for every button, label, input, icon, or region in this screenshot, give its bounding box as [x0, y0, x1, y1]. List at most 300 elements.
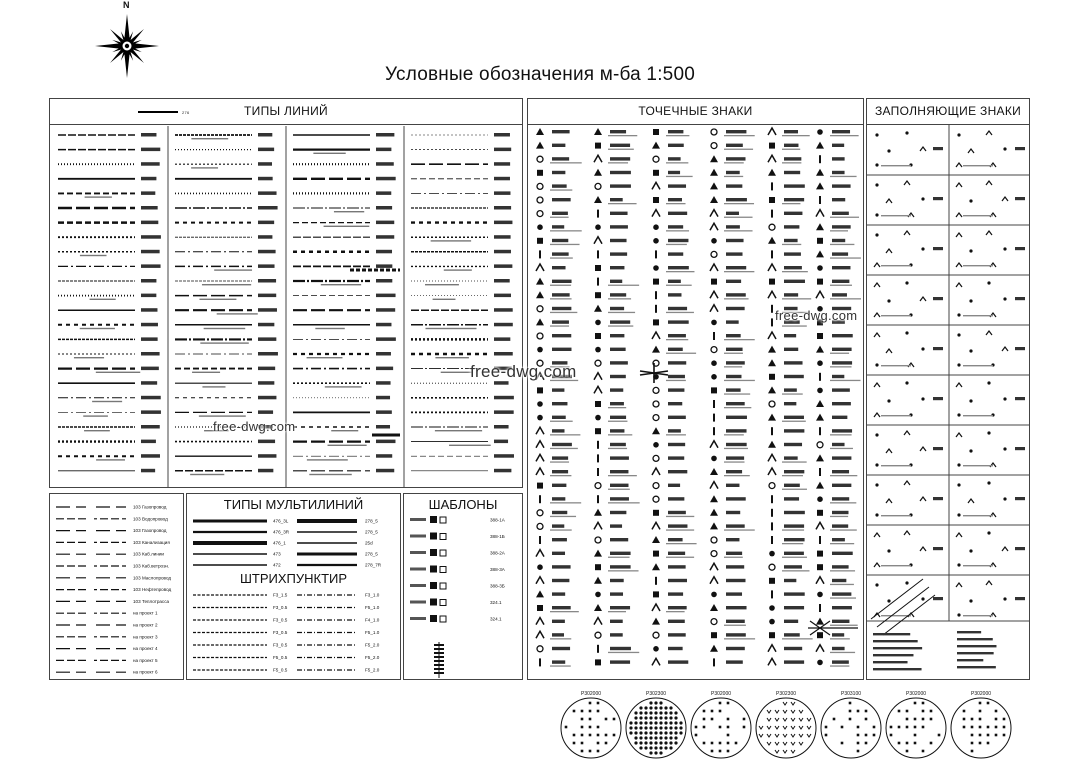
pattern-mark: [857, 734, 860, 737]
point-code: [668, 266, 689, 269]
fill-mark: [957, 563, 960, 566]
pattern-mark: [589, 734, 592, 737]
point-code: [784, 266, 802, 269]
line-code: [494, 454, 514, 458]
point-caption: [608, 502, 640, 503]
line-caption: [444, 269, 472, 270]
line-caption: [202, 386, 225, 387]
point-caption: [830, 366, 852, 367]
pattern-mark: [849, 710, 852, 713]
watermark: free-dwg.com: [470, 362, 577, 381]
point-caption: [608, 325, 633, 326]
fill-mark: [956, 163, 962, 167]
point-code: [784, 402, 796, 405]
fill-mark: [957, 133, 960, 136]
line-caption: [199, 415, 246, 416]
point-code: [832, 184, 851, 187]
point-symbol: [653, 442, 659, 448]
point-caption: [782, 557, 807, 558]
pattern-mark: [649, 726, 652, 729]
fill-code: [933, 247, 943, 250]
line-code: [141, 250, 160, 254]
pattern-mark: [581, 718, 584, 721]
point-code: [832, 633, 844, 636]
point-code: [726, 198, 747, 201]
point-symbol: [710, 441, 718, 448]
utility-legend-panel: [49, 493, 184, 680]
pattern-mark: [849, 702, 852, 705]
fill-mark: [920, 147, 926, 151]
point-symbol: [768, 454, 776, 461]
point-symbol: [711, 279, 717, 285]
pattern-mark: [581, 742, 584, 745]
fill-caption: [881, 215, 911, 216]
point-caption: [724, 529, 755, 530]
fill-mark: [956, 283, 962, 287]
template-symbol: [430, 516, 437, 523]
point-caption: [666, 529, 694, 530]
point-code: [668, 538, 683, 541]
multiline-code-right: 278_5: [365, 518, 378, 524]
point-symbol: [595, 483, 601, 489]
point-caption: [666, 203, 686, 204]
pattern-label: P302000: [905, 691, 927, 697]
line-code: [494, 162, 510, 166]
point-code: [552, 320, 569, 323]
pattern-mark: [674, 736, 677, 739]
point-code: [726, 484, 739, 487]
point-symbol: [816, 346, 824, 353]
point-symbol: [537, 605, 543, 611]
fill-caption: [963, 315, 993, 316]
point-symbol: [537, 646, 543, 652]
fill-mark: [987, 281, 990, 284]
fill-mark: [871, 579, 935, 635]
line-code: [141, 264, 161, 268]
fill-mark: [886, 499, 892, 503]
point-symbol: [816, 577, 824, 584]
point-code: [610, 497, 629, 500]
fill-mark: [1002, 197, 1008, 201]
point-code: [832, 565, 849, 568]
point-code: [610, 538, 628, 541]
point-symbol: [653, 415, 659, 421]
point-code: [610, 606, 630, 609]
point-code: [784, 456, 798, 459]
dashdot-code-right: F5_1.0: [365, 605, 380, 610]
point-symbol: [653, 401, 659, 407]
point-code: [726, 266, 746, 269]
point-code: [726, 239, 744, 242]
pattern-mark: [914, 742, 917, 745]
point-caption: [782, 570, 809, 571]
point-caption: [782, 543, 803, 544]
point-code: [552, 606, 571, 609]
point-symbol: [816, 291, 824, 298]
line-code: [376, 308, 395, 312]
point-symbol: [769, 578, 775, 584]
point-code: [784, 157, 801, 160]
line-code: [376, 133, 394, 137]
fill-legend-text: [873, 661, 908, 663]
point-code: [832, 443, 845, 446]
point-code: [552, 633, 564, 636]
fill-mark: [920, 547, 926, 551]
line-caption: [431, 240, 471, 241]
pattern-mark: [857, 742, 860, 745]
point-caption: [782, 149, 800, 150]
pattern-mark: [589, 710, 592, 713]
point-symbol: [710, 522, 718, 529]
point-symbol: [769, 143, 775, 149]
fill-mark: [957, 333, 960, 336]
pattern-mark: [573, 742, 576, 745]
fill-mark: [887, 149, 890, 152]
point-code: [668, 280, 681, 283]
pattern-mark: [634, 741, 637, 744]
line-caption: [321, 284, 361, 285]
point-symbol: [817, 129, 823, 135]
point-symbol: [640, 363, 668, 383]
line-code: [376, 279, 392, 283]
point-code: [610, 293, 626, 296]
utility-line-gap: [86, 588, 94, 592]
pattern-label: P302300: [775, 691, 797, 697]
point-caption: [830, 434, 852, 435]
point-symbol: [768, 359, 776, 366]
point-caption: [830, 285, 852, 286]
pattern-mark: [654, 726, 657, 729]
point-symbol: [594, 169, 602, 176]
pattern-mark: [629, 731, 632, 734]
point-symbol: [595, 292, 601, 298]
line-code: [494, 191, 510, 195]
point-caption: [550, 516, 576, 517]
line-caption: [96, 372, 140, 373]
point-symbol: [595, 415, 601, 421]
point-code: [668, 320, 689, 323]
point-code: [552, 620, 565, 623]
point-code: [832, 579, 846, 582]
fill-code: [1015, 347, 1025, 350]
point-code: [610, 524, 622, 527]
line-caption: [199, 299, 236, 300]
line-code: [141, 352, 160, 356]
point-code: [784, 470, 804, 473]
point-code: [832, 198, 845, 201]
pattern-mark: [979, 742, 982, 745]
fill-mark: [886, 249, 892, 253]
line-caption: [96, 459, 125, 460]
line-caption: [83, 415, 108, 416]
pattern-mark: [743, 726, 746, 729]
point-symbol: [594, 196, 602, 203]
point-code: [726, 130, 746, 133]
pattern-mark: [914, 718, 917, 721]
point-code: [784, 375, 804, 378]
point-caption: [608, 570, 639, 571]
pattern-mark: [649, 731, 652, 734]
fill-mark: [969, 249, 972, 252]
fill-mark: [905, 331, 908, 334]
line-caption: [425, 284, 459, 285]
line-code: [494, 352, 513, 356]
point-caption: [782, 489, 807, 490]
point-symbol: [595, 183, 601, 189]
point-caption: [830, 584, 854, 585]
point-code: [784, 633, 800, 636]
point-code: [552, 225, 564, 228]
point-caption: [830, 217, 859, 218]
point-symbol: [652, 142, 660, 149]
point-code: [610, 348, 626, 351]
point-symbol: [652, 522, 660, 529]
pattern-mark: [719, 726, 722, 729]
pattern-mark: [581, 750, 584, 753]
fill-mark: [875, 363, 878, 366]
point-symbol: [536, 427, 544, 434]
pattern-mark: [649, 751, 652, 754]
line-code: [494, 308, 513, 312]
utility-line-gap: [86, 564, 94, 568]
point-symbol: [536, 631, 544, 638]
point-symbol: [537, 306, 543, 312]
point-symbol: [595, 265, 601, 271]
pattern-mark: [639, 736, 642, 739]
point-symbol: [537, 183, 543, 189]
point-caption: [666, 176, 693, 177]
point-code: [552, 388, 564, 391]
point-symbol: [710, 182, 718, 189]
line-code: [258, 396, 276, 400]
pattern-mark: [659, 746, 662, 749]
fill-caption: [881, 465, 911, 466]
point-caption: [830, 176, 857, 177]
point-symbol: [652, 210, 660, 217]
point-symbol: [594, 604, 602, 611]
point-caption: [724, 149, 753, 150]
pattern-mark: [659, 751, 662, 754]
line-code: [494, 469, 511, 473]
point-code: [668, 660, 688, 663]
pattern-mark: [597, 726, 600, 729]
point-caption: [666, 611, 685, 612]
pattern-mark: [654, 706, 657, 709]
point-code: [610, 198, 623, 201]
point-symbol: [711, 143, 717, 149]
line-code: [258, 381, 274, 385]
point-caption: [550, 312, 577, 313]
point-code: [552, 456, 568, 459]
point-code: [610, 280, 622, 283]
line-code: [258, 337, 276, 341]
point-caption: [608, 489, 630, 490]
point-symbol: [769, 197, 775, 203]
line-code: [494, 294, 511, 298]
pattern-mark: [906, 718, 909, 721]
point-caption: [724, 407, 751, 408]
point-code: [832, 388, 850, 391]
line-code: [258, 308, 277, 312]
point-symbol: [653, 170, 659, 176]
point-code: [668, 144, 684, 147]
utility-line-gap: [86, 576, 94, 580]
fill-caption: [881, 315, 911, 316]
pattern-mark: [987, 702, 990, 705]
point-symbol: [536, 278, 544, 285]
line-code: [494, 279, 510, 283]
point-symbol: [595, 360, 601, 366]
line-code: [494, 250, 511, 254]
point-code: [832, 266, 850, 269]
point-caption: [724, 638, 755, 639]
pattern-mark: [649, 716, 652, 719]
point-code: [552, 416, 566, 419]
point-symbol: [595, 401, 601, 407]
point-symbol: [768, 291, 776, 298]
line-code: [376, 469, 394, 473]
point-caption: [608, 652, 639, 653]
pattern-mark: [629, 726, 632, 729]
fill-mark: [969, 449, 972, 452]
point-code: [552, 252, 569, 255]
pattern-mark: [664, 726, 667, 729]
line-code: [141, 235, 161, 239]
point-symbol: [594, 373, 602, 380]
pattern-mark: [613, 734, 616, 737]
point-symbol: [594, 550, 602, 557]
point-caption: [830, 652, 855, 653]
point-code: [784, 252, 801, 255]
fill-mark: [957, 483, 960, 486]
point-caption: [608, 448, 627, 449]
point-caption: [550, 285, 571, 286]
line-code: [141, 337, 158, 341]
line-caption: [191, 167, 218, 168]
pattern-mark: [963, 718, 966, 721]
line-code: [494, 206, 511, 210]
point-symbol: [817, 510, 823, 516]
pattern-mark: [659, 721, 662, 724]
fill-legend-text: [873, 640, 918, 642]
point-code: [552, 497, 565, 500]
line-code: [376, 191, 391, 195]
pattern-mark: [573, 710, 576, 713]
fill-mark: [875, 183, 878, 186]
point-code: [552, 266, 566, 269]
compass-north-label: N: [123, 0, 130, 10]
line-code: [258, 367, 275, 371]
fill-mark: [957, 363, 960, 366]
point-symbol: [537, 387, 543, 393]
pattern-mark: [664, 716, 667, 719]
line-caption: [441, 372, 473, 373]
fill-caption: [963, 615, 993, 616]
point-caption: [550, 611, 579, 612]
point-symbol: [710, 264, 718, 271]
fill-mark: [1003, 497, 1006, 500]
pattern-mark: [654, 751, 657, 754]
line-code: [376, 206, 392, 210]
template-symbol: [430, 566, 437, 573]
pattern-mark: [735, 742, 738, 745]
point-symbol: [816, 210, 824, 217]
fill-mark: [874, 533, 880, 537]
multiline-code-left: 476_1: [273, 540, 286, 546]
point-code: [784, 511, 805, 514]
pattern-mark: [644, 736, 647, 739]
pattern-mark: [719, 742, 722, 745]
line-code: [376, 440, 395, 444]
pattern-mark: [669, 741, 672, 744]
line-code: [258, 264, 275, 268]
multiline-code-right: 278_5: [365, 529, 378, 535]
pattern-mark: [597, 710, 600, 713]
multiline-code-right: 25d: [365, 540, 373, 546]
point-code: [668, 252, 683, 255]
line-code: [141, 177, 156, 181]
pattern-mark: [605, 742, 608, 745]
point-caption: [608, 421, 627, 422]
point-code: [610, 429, 624, 432]
point-code: [832, 538, 845, 541]
point-code: [784, 484, 800, 487]
point-symbol: [768, 346, 776, 353]
pattern-mark: [719, 750, 722, 753]
pattern-mark: [719, 702, 722, 705]
pattern-mark: [922, 718, 925, 721]
line-code: [494, 425, 509, 429]
point-code: [784, 225, 799, 228]
pattern-mark: [669, 711, 672, 714]
pattern-mark: [849, 718, 852, 721]
point-code: [832, 225, 851, 228]
point-symbol: [537, 197, 543, 203]
point-caption: [830, 298, 861, 299]
point-caption: [724, 625, 746, 626]
point-symbol: [652, 427, 660, 434]
point-code: [552, 144, 565, 147]
pattern-mark: [857, 710, 860, 713]
point-symbol: [653, 646, 659, 652]
fill-mark: [969, 199, 972, 202]
line-code: [258, 410, 273, 414]
line-code: [376, 337, 396, 341]
line-code: [141, 162, 160, 166]
svg-text:276: 276: [182, 110, 190, 115]
pattern-mark: [1003, 718, 1006, 721]
point-symbol: [536, 318, 544, 325]
point-code: [784, 592, 805, 595]
point-symbol: [537, 401, 543, 407]
point-symbol: [653, 238, 659, 244]
point-caption: [608, 611, 626, 612]
pattern-mark: [644, 731, 647, 734]
line-code: [376, 454, 392, 458]
point-caption: [550, 421, 573, 422]
point-symbol: [816, 618, 824, 625]
point-symbol: [817, 564, 823, 570]
point-code: [668, 402, 682, 405]
pattern-mark: [865, 718, 868, 721]
fill-mark: [920, 447, 926, 451]
point-code: [784, 280, 805, 283]
point-code: [784, 606, 804, 609]
point-caption: [666, 135, 689, 136]
point-symbol: [710, 482, 718, 489]
fill-caption: [881, 615, 911, 616]
pattern-label: P303100: [840, 691, 862, 697]
